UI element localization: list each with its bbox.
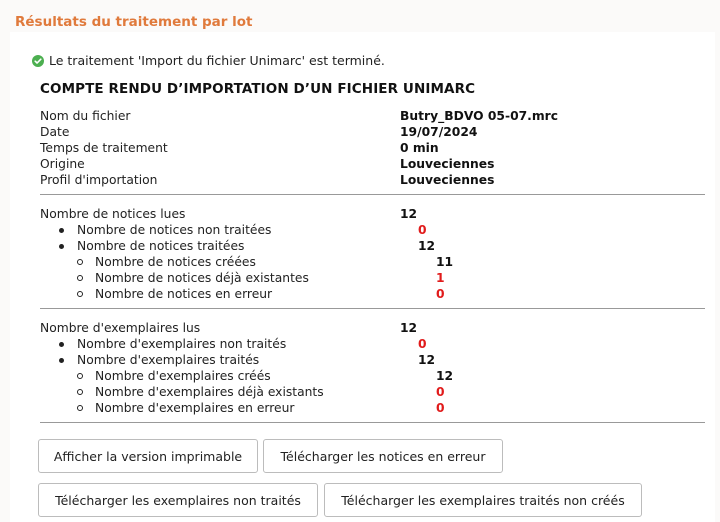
info-label: Profil d'importation bbox=[40, 173, 158, 187]
download-untreated-items-button[interactable]: Télécharger les exemplaires non traités bbox=[38, 483, 318, 517]
printable-version-button[interactable]: Afficher la version imprimable bbox=[38, 439, 258, 473]
stat-value: 12 bbox=[400, 207, 418, 221]
info-label: Date bbox=[40, 125, 70, 139]
info-label: Origine bbox=[40, 157, 85, 171]
stat-label: Nombre de notices lues bbox=[40, 207, 186, 221]
stat-value: 0 bbox=[436, 287, 445, 301]
stat-value: 12 bbox=[436, 369, 454, 383]
stat-label: Nombre d'exemplaires en erreur bbox=[95, 401, 295, 415]
status-message bbox=[32, 53, 385, 68]
stat-label: Nombre de notices déjà existantes bbox=[95, 271, 309, 285]
stat-label: Nombre de notices en erreur bbox=[95, 287, 273, 301]
info-label: Nom du fichier bbox=[40, 109, 131, 123]
stat-value: 0 bbox=[418, 223, 427, 237]
download-error-notices-button[interactable]: Télécharger les notices en erreur bbox=[263, 439, 503, 473]
info-value: Louveciennes bbox=[400, 157, 495, 171]
stat-value: 12 bbox=[418, 239, 436, 253]
panel-title: Résultats du traitement par lot bbox=[15, 14, 253, 30]
stat-label: Nombre de notices traitées bbox=[77, 239, 245, 253]
info-label: Temps de traitement bbox=[40, 141, 168, 155]
stat-label: Nombre d'exemplaires déjà existants bbox=[95, 385, 324, 399]
stat-label: Nombre d'exemplaires créés bbox=[95, 369, 271, 383]
stat-value: 12 bbox=[400, 321, 418, 335]
divider bbox=[40, 194, 705, 195]
stat-label: Nombre de notices non traitées bbox=[77, 223, 272, 237]
divider bbox=[40, 308, 705, 309]
stat-label: Nombre d'exemplaires non traités bbox=[77, 337, 287, 351]
info-value: 19/07/2024 bbox=[400, 125, 478, 139]
stat-value: 0 bbox=[436, 385, 445, 399]
download-treated-not-created-button[interactable]: Télécharger les exemplaires traités non créés bbox=[324, 483, 642, 517]
stat-value: 12 bbox=[418, 353, 436, 367]
report-title: COMPTE RENDU D’IMPORTATION D’UN FICHIER UNIMARC bbox=[40, 81, 476, 97]
stat-label: Nombre d'exemplaires lus bbox=[40, 321, 201, 335]
stat-value: 0 bbox=[418, 337, 427, 351]
info-value: Butry_BDVO 05-07.mrc bbox=[400, 109, 559, 123]
stat-label: Nombre de notices créées bbox=[95, 255, 256, 269]
check-circle-icon bbox=[32, 55, 44, 67]
stat-label: Nombre d'exemplaires traités bbox=[77, 353, 260, 367]
info-value: Louveciennes bbox=[400, 173, 495, 187]
status-text: Le traitement 'Import du fichier Unimarc' est terminé. bbox=[49, 53, 385, 68]
divider bbox=[40, 422, 705, 423]
stat-value: 0 bbox=[436, 401, 445, 415]
info-value: 0 min bbox=[400, 141, 439, 155]
stat-value: 11 bbox=[436, 255, 454, 269]
stat-value: 1 bbox=[436, 271, 445, 285]
